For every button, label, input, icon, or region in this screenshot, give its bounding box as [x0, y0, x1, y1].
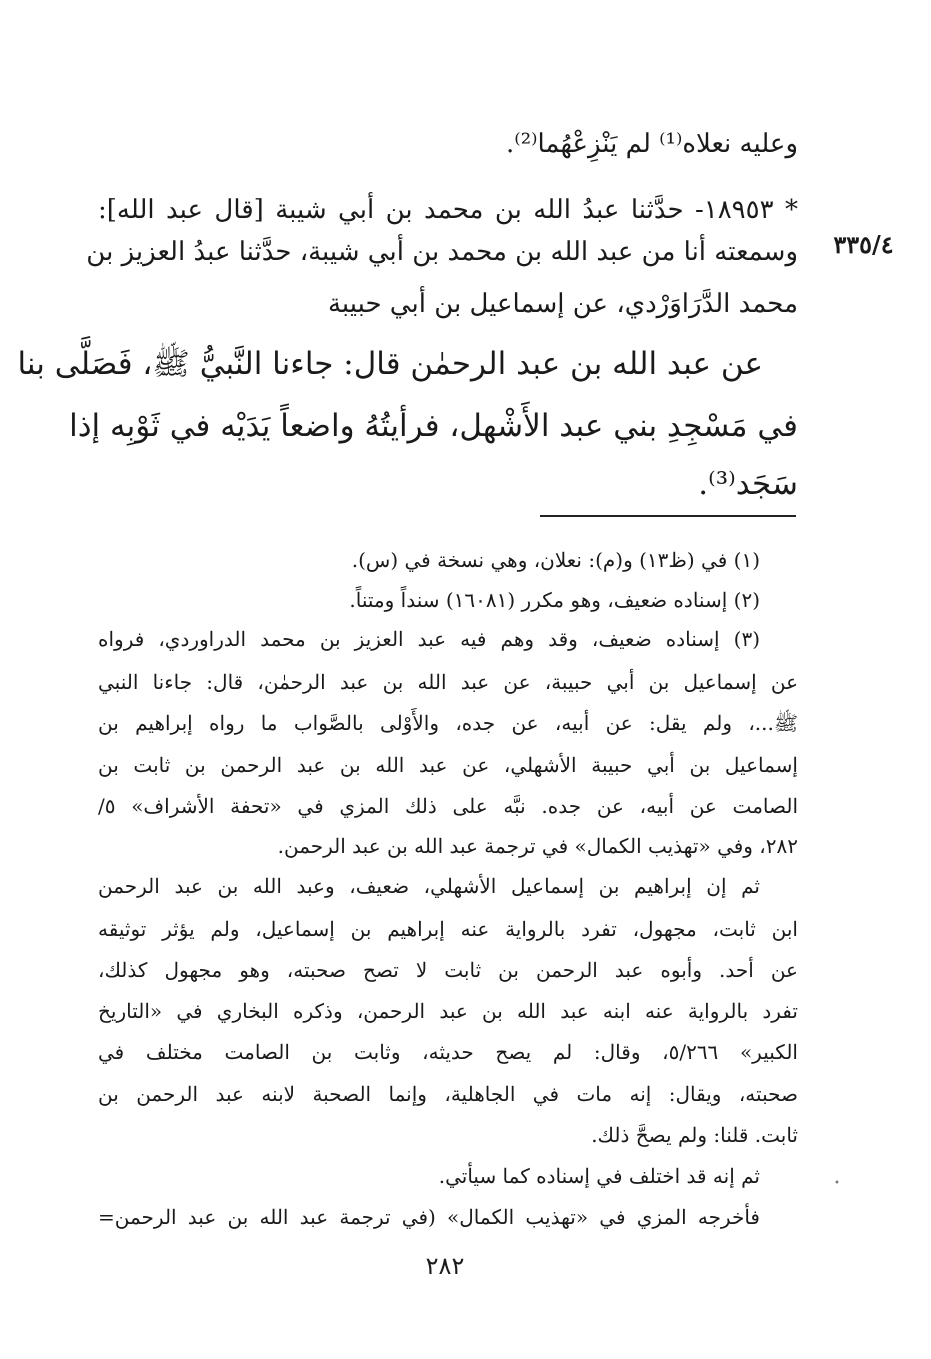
- footnote-paragraph-line: الكبير» ٥/٢٦٦، وقال: لم يصح حديثه، وثابت بن الصامت مختلف في: [98, 1040, 798, 1064]
- footnote-3-line: ﷺ...، ولم يقل: عن أبيه، عن جده، والأَوْلى بالصَّواب ما رواه إبراهيم بن: [98, 711, 798, 735]
- footnote-paragraph-4: فأخرجه المزي في «تهذيب الكمال» (في ترجمة عبد الله بن عبد الرحمن=: [98, 1205, 760, 1229]
- isnad-line-2: وسمعته أنا من عبد الله بن محمد بن أبي شيبة، حدَّثنا عبدُ العزيز بن: [86, 237, 798, 267]
- footnote-paragraph-line: تفرد بالرواية عنه ابنه عبد الله بن عبد الرحمن، وذكره البخاري في «التاريخ: [98, 999, 798, 1023]
- footnote-3-line: عن إسماعيل بن أبي حبيبة، عن عبد الله بن عبد الرحمٰن، قال: جاءنا النبي: [98, 670, 799, 694]
- footnote-separator: [540, 515, 796, 517]
- footnote-paragraph-line: ثم إن إبراهيم بن إسماعيل الأشهلي، ضعيف، وعبد الله بن عبد الرحمن: [98, 874, 760, 898]
- stray-dot: •: [834, 1178, 840, 1189]
- text-line-1: وعليه نعلاه⁽¹⁾ لم يَنْزِعْهُما⁽²⁾.: [506, 129, 798, 159]
- matn-line-2: في مَسْجِدِ بني عبد الأَشْهل، فرأيتُهُ واضعاً يَدَيْه في ثَوْبِه إذا: [69, 408, 798, 444]
- footnote-3-line: إسماعيل بن أبي حبيبة الأشهلي، عن عبد الله بن عبد الرحمن بن ثابت بن: [98, 753, 798, 777]
- footnote-paragraph-line: صحبته، ويقال: إنه مات في الجاهلية، وإنما الصحبة لابنه عبد الرحمن بن: [98, 1082, 798, 1106]
- footnote-2: (٢) إسناده ضعيف، وهو مكرر (١٦٠٨١) سنداً ومتناً.: [349, 588, 760, 612]
- matn-line-3: سَجَد⁽³⁾.: [698, 466, 798, 502]
- footnote-paragraph-3: ثم إنه قد اختلف في إسناده كما سيأتي.: [438, 1164, 760, 1188]
- footnote-paragraph-line: ثابت. قلنا: ولم يصحَّ ذلك.: [591, 1123, 798, 1147]
- isnad-line-3: محمد الدَّرَاوَرْدي، عن إسماعيل بن أبي حبيبة: [327, 289, 798, 319]
- hadith-number-line: * ١٨٩٥٣- حدَّثنا عبدُ الله بن محمد بن أبي شيبة [قال عبد الله]:: [98, 195, 798, 225]
- footnote-paragraph-line: عن أحد. وأبوه عبد الرحمن بن ثابت لا تصح صحبته، وهو مجهول كذلك،: [98, 958, 798, 982]
- footnote-3-line: الصامت عن أبيه، عن جده. نبَّه على ذلك المزي في «تحفة الأشراف» ٥/: [98, 794, 798, 818]
- footnote-3-line: ٢٨٢، وفي «تهذيب الكمال» في ترجمة عبد الله بن عبد الرحمن.: [277, 834, 798, 858]
- margin-reference: ٣٣٥/٤: [833, 230, 894, 259]
- matn-line-1: عن عبد الله بن عبد الرحمٰن قال: جاءنا النَّبيُّ ﷺ، فَصَلَّى بنا: [17, 346, 763, 382]
- footnote-3-line: (٣) إسناده ضعيف، وقد وهم فيه عبد العزيز بن محمد الدراوردي، فرواه: [98, 627, 760, 651]
- page-number: ٢٨٢: [425, 1252, 465, 1280]
- footnote-1: (١) في (ظ١٣) و(م): نعلان، وهي نسخة في (س).: [351, 548, 760, 572]
- footnote-paragraph-line: ابن ثابت، مجهول، تفرد بالرواية عنه إبراهيم بن إسماعيل، ولم يؤثر توثيقه: [98, 917, 798, 941]
